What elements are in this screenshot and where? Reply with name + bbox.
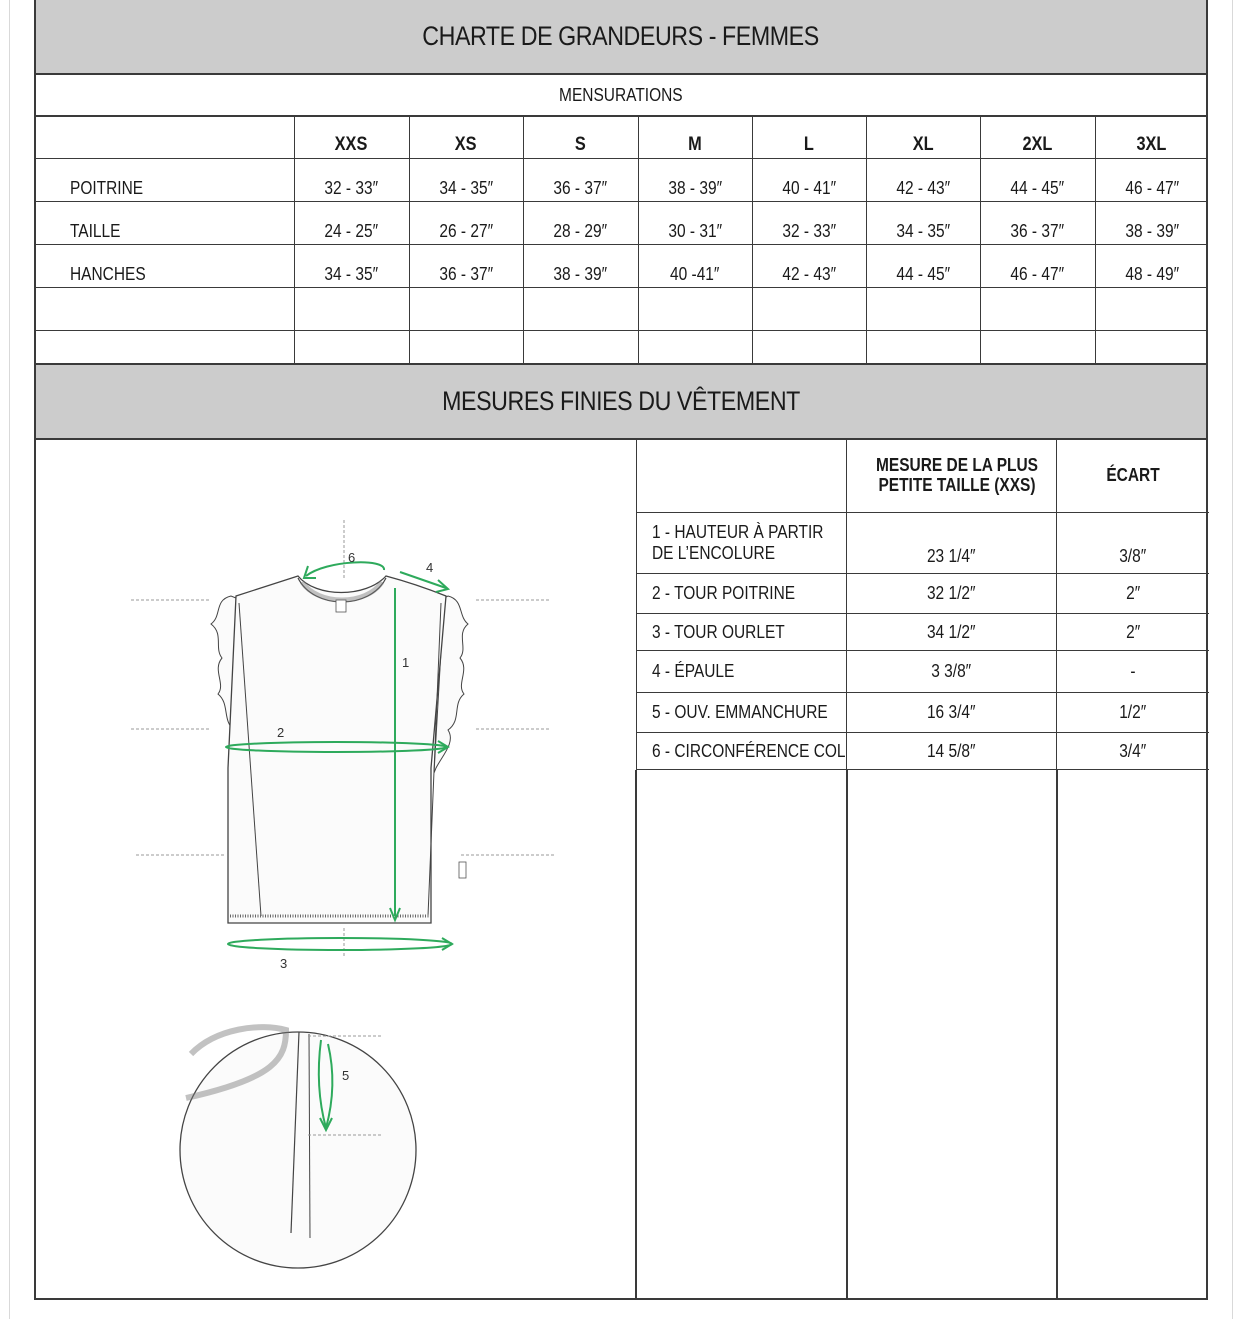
diagram-number: 6 — [348, 550, 356, 565]
diagram-number: 5 — [342, 1068, 350, 1083]
column-rule — [846, 770, 848, 1298]
table-cell: 34 - 35″ — [866, 202, 980, 245]
size-header-cell: M — [638, 116, 752, 159]
table-cell: 1/2″ — [1057, 693, 1209, 733]
table-cell: 14 5/8″ — [847, 733, 1057, 770]
mensurations-label: MENSURATIONS — [559, 84, 683, 105]
table-row — [637, 733, 1209, 770]
table-cell: 30 - 31″ — [638, 202, 752, 245]
mensurations-row — [36, 75, 1206, 117]
table-row — [637, 651, 1209, 693]
table-cell: 36 - 37″ — [523, 159, 638, 202]
table-cell: 46 - 47″ — [980, 245, 1095, 288]
table-row — [637, 513, 1209, 574]
table-cell: 16 3/4″ — [847, 693, 1057, 733]
diagram-number: 3 — [280, 956, 288, 971]
measure-label: 1 - HAUTEUR À PARTIR DE L’ENCOLURE — [637, 513, 847, 574]
measure-label: 3 - TOUR OURLET — [637, 614, 847, 651]
table-cell: 40 - 41″ — [752, 159, 866, 202]
measure-label: 4 - ÉPAULE — [637, 651, 847, 693]
finished-header-empty — [637, 438, 847, 513]
table-cell: 34 1/2″ — [847, 614, 1057, 651]
table-cell: 34 - 35″ — [409, 159, 523, 202]
measure-label: 6 - CIRCONFÉRENCE COL — [637, 733, 847, 770]
table-cell: 32 1/2″ — [847, 574, 1057, 614]
table-cell: 48 - 49″ — [1095, 245, 1208, 288]
finished-header-row — [637, 438, 1209, 513]
measure-label: 2 - TOUR POITRINE — [637, 574, 847, 614]
size-table — [36, 116, 1208, 374]
table-row — [36, 202, 1208, 245]
table-row — [637, 574, 1209, 614]
table-cell: 38 - 39″ — [1095, 202, 1208, 245]
size-header-cell: XS — [409, 116, 523, 159]
table-cell: 3 3/8″ — [847, 651, 1057, 693]
table-cell: 3/8″ — [1057, 513, 1209, 574]
table-cell: 36 - 37″ — [980, 202, 1095, 245]
table-cell: 38 - 39″ — [523, 245, 638, 288]
size-header-cell: XXS — [294, 116, 409, 159]
table-cell: 26 - 27″ — [409, 202, 523, 245]
table-cell: 2″ — [1057, 574, 1209, 614]
finished-measurements-table — [636, 438, 1209, 770]
size-header-cell: XL — [866, 116, 980, 159]
finished-title: MESURES FINIES DU VÊTEMENT — [442, 386, 800, 416]
table-cell: 36 - 37″ — [409, 245, 523, 288]
table-cell: 42 - 43″ — [752, 245, 866, 288]
garment-body — [228, 576, 446, 923]
table-cell: 46 - 47″ — [1095, 159, 1208, 202]
chart-title: CHARTE DE GRANDEURS - FEMMES — [422, 21, 820, 51]
column-rule — [1056, 770, 1058, 1298]
diagram-number: 2 — [277, 725, 285, 740]
table-cell: - — [1057, 651, 1209, 693]
table-cell: 2″ — [1057, 614, 1209, 651]
table-cell: 24 - 25″ — [294, 202, 409, 245]
table-cell: 40 -41″ — [638, 245, 752, 288]
size-header-cell: 3XL — [1095, 116, 1208, 159]
row-label-poitrine: POITRINE — [36, 159, 294, 202]
table-cell: 3/4″ — [1057, 733, 1209, 770]
table-cell: 44 - 45″ — [980, 159, 1095, 202]
size-header-cell: 2XL — [980, 116, 1095, 159]
table-cell: 23 1/4″ — [847, 513, 1057, 574]
table-cell: 44 - 45″ — [866, 245, 980, 288]
finished-title-band — [36, 363, 1206, 440]
table-row — [36, 159, 1208, 202]
garment-diagram — [36, 438, 636, 1298]
garment-diagram-svg — [36, 438, 636, 1298]
diagram-number: 4 — [426, 560, 434, 575]
table-row — [637, 614, 1209, 651]
table-cell: 32 - 33″ — [294, 159, 409, 202]
size-header-cell: S — [523, 116, 638, 159]
page-edge-right — [1232, 0, 1233, 1319]
table-cell: 32 - 33″ — [752, 202, 866, 245]
col-ecart: ÉCART — [1057, 438, 1209, 513]
col-smallest-size: MESURE DE LA PLUS PETITE TAILLE (XXS) — [847, 438, 1057, 513]
table-cell: 42 - 43″ — [866, 159, 980, 202]
measure-label: 5 - OUV. EMMANCHURE — [637, 693, 847, 733]
size-header-empty — [36, 116, 294, 159]
table-row — [36, 245, 1208, 288]
chart-title-band — [36, 0, 1206, 75]
size-chart-sheet — [34, 0, 1208, 1300]
table-cell: 34 - 35″ — [294, 245, 409, 288]
column-rule — [635, 770, 637, 1298]
size-header-row — [36, 116, 1208, 159]
size-header-cell: L — [752, 116, 866, 159]
row-label-hanches: HANCHES — [36, 245, 294, 288]
row-label-taille: TAILLE — [36, 202, 294, 245]
table-row — [637, 693, 1209, 733]
table-cell: 28 - 29″ — [523, 202, 638, 245]
page-edge-left — [9, 0, 10, 1319]
table-cell: 38 - 39″ — [638, 159, 752, 202]
empty-row — [36, 288, 1208, 331]
diagram-number: 1 — [402, 655, 410, 670]
